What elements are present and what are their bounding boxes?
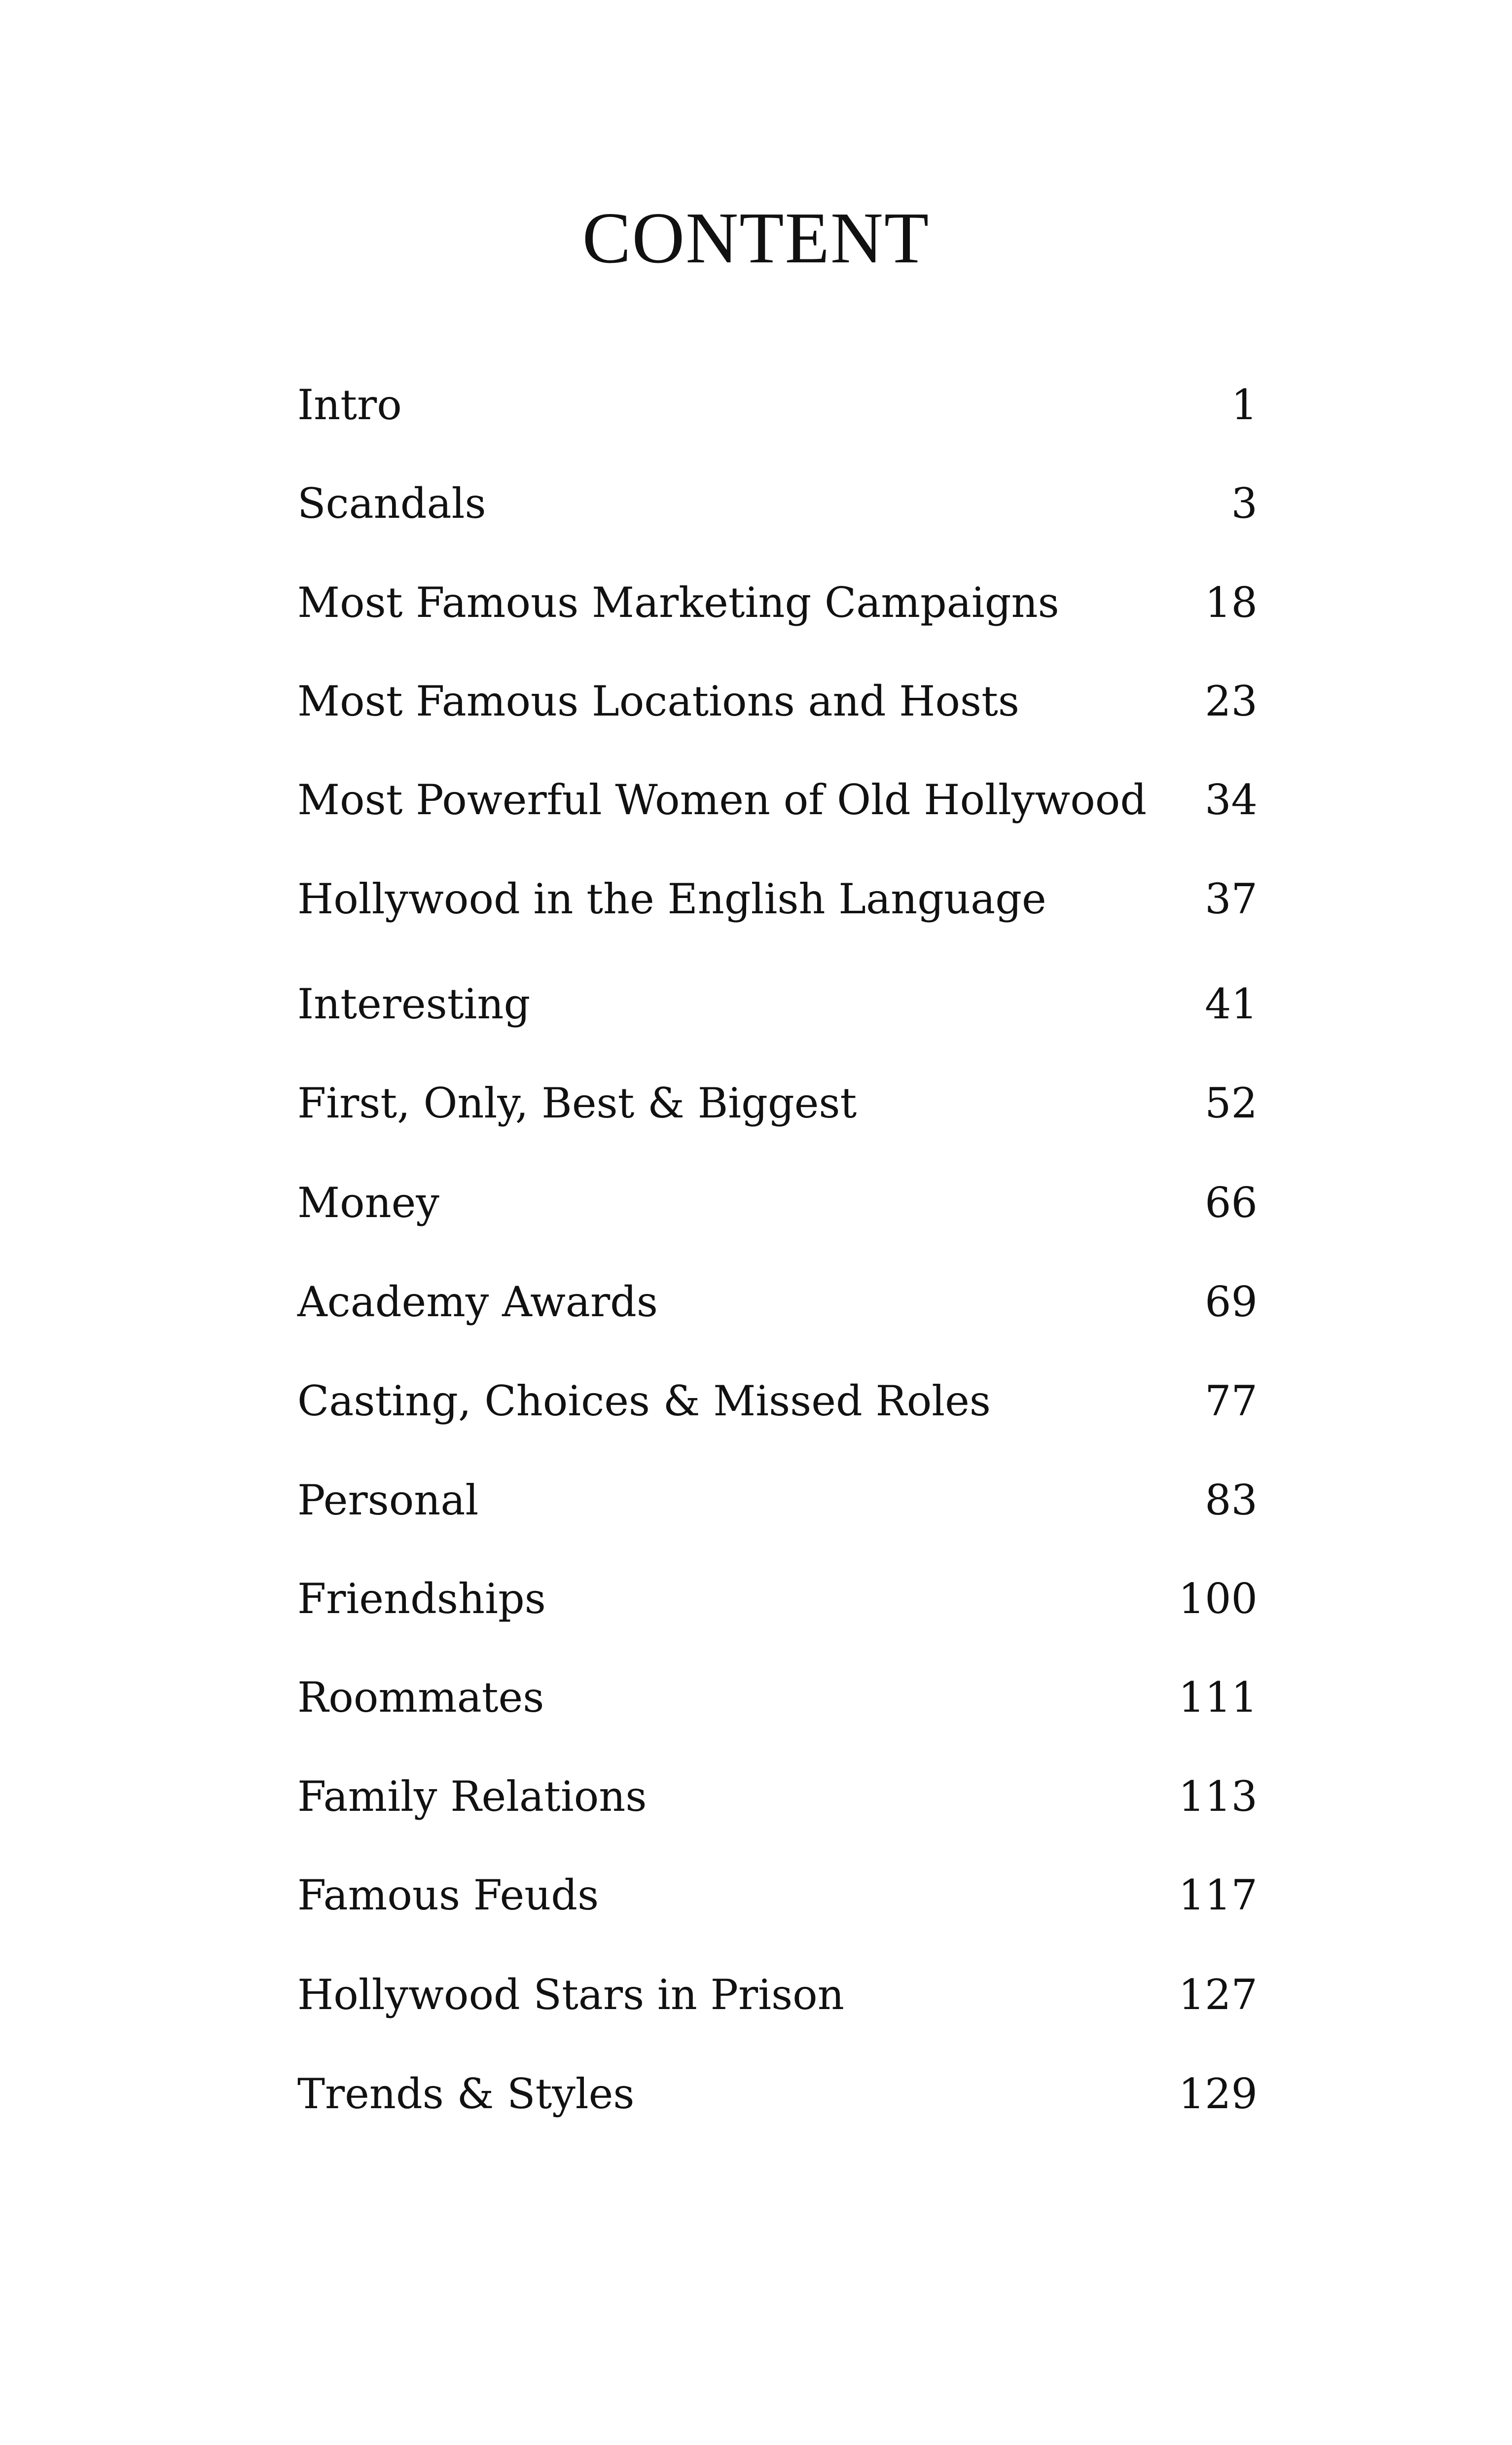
toc-entry-page-number: 41 <box>1205 980 1258 1028</box>
toc-entry-title: Friendships <box>297 1575 546 1623</box>
toc-entry[interactable] <box>297 1963 1258 2027</box>
toc-entry-page-number: 129 <box>1178 2070 1258 2118</box>
toc-entry[interactable] <box>297 2062 1258 2126</box>
toc-entry-page-number: 52 <box>1205 1079 1258 1127</box>
toc-entry[interactable] <box>297 1567 1258 1631</box>
toc-entry-page-number: 83 <box>1205 1476 1258 1524</box>
toc-entry[interactable] <box>297 1171 1258 1235</box>
toc-entry[interactable] <box>297 1764 1258 1829</box>
toc-entry-title: Intro <box>297 381 402 429</box>
toc-entry-title: Interesting <box>297 980 531 1028</box>
toc-entry-page-number: 23 <box>1205 677 1258 725</box>
toc-entry-title: Famous Feuds <box>297 1871 599 1919</box>
toc-entry-page-number: 34 <box>1205 776 1258 824</box>
toc-entry-title: Most Powerful Women of Old Hollywood <box>297 776 1147 824</box>
toc-entry[interactable] <box>297 1863 1258 1927</box>
toc-entry-page-number: 18 <box>1205 578 1258 627</box>
toc-entry-title: Academy Awards <box>297 1278 658 1326</box>
toc-entry[interactable] <box>297 1270 1258 1334</box>
toc-entry-page-number: 69 <box>1205 1278 1258 1326</box>
toc-entry[interactable] <box>297 471 1258 536</box>
toc-entry[interactable] <box>297 1369 1258 1433</box>
table-of-contents <box>297 0 1258 2445</box>
toc-entry-page-number: 1 <box>1231 381 1258 429</box>
toc-entry-page-number: 37 <box>1205 875 1258 923</box>
toc-entry[interactable] <box>297 571 1258 635</box>
toc-entry[interactable] <box>297 373 1258 437</box>
toc-entry[interactable] <box>297 972 1258 1036</box>
toc-entry-page-number: 113 <box>1178 1772 1258 1821</box>
toc-entry-page-number: 3 <box>1231 479 1258 528</box>
toc-entry-title: Trends & Styles <box>297 2070 635 2118</box>
toc-entry[interactable] <box>297 669 1258 733</box>
toc-entry-title: First, Only, Best & Biggest <box>297 1079 857 1127</box>
toc-entry-page-number: 77 <box>1205 1377 1258 1425</box>
toc-entry-title: Most Famous Locations and Hosts <box>297 677 1019 725</box>
toc-entry-page-number: 117 <box>1178 1871 1258 1919</box>
toc-entry-title: Most Famous Marketing Campaigns <box>297 578 1059 627</box>
toc-entry-page-number: 66 <box>1205 1179 1258 1227</box>
toc-entry[interactable] <box>297 1468 1258 1532</box>
toc-entry-title: Personal <box>297 1476 479 1524</box>
toc-entry[interactable] <box>297 768 1258 832</box>
toc-entry-title: Roommates <box>297 1673 544 1722</box>
toc-entry-page-number: 100 <box>1178 1575 1258 1623</box>
toc-entry-title: Hollywood Stars in Prison <box>297 1971 844 2019</box>
toc-entry-page-number: 127 <box>1178 1971 1258 2019</box>
toc-entry[interactable] <box>297 1071 1258 1135</box>
toc-entry[interactable] <box>297 1665 1258 1729</box>
toc-entry[interactable] <box>297 867 1258 931</box>
toc-entry-title: Hollywood in the English Language <box>297 875 1046 923</box>
toc-entry-title: Casting, Choices & Missed Roles <box>297 1377 991 1425</box>
toc-entry-title: Scandals <box>297 479 486 528</box>
page-title: CONTENT <box>582 198 930 279</box>
toc-entry-title: Money <box>297 1179 439 1227</box>
toc-entry-title: Family Relations <box>297 1772 647 1821</box>
toc-entry-page-number: 111 <box>1178 1673 1258 1722</box>
